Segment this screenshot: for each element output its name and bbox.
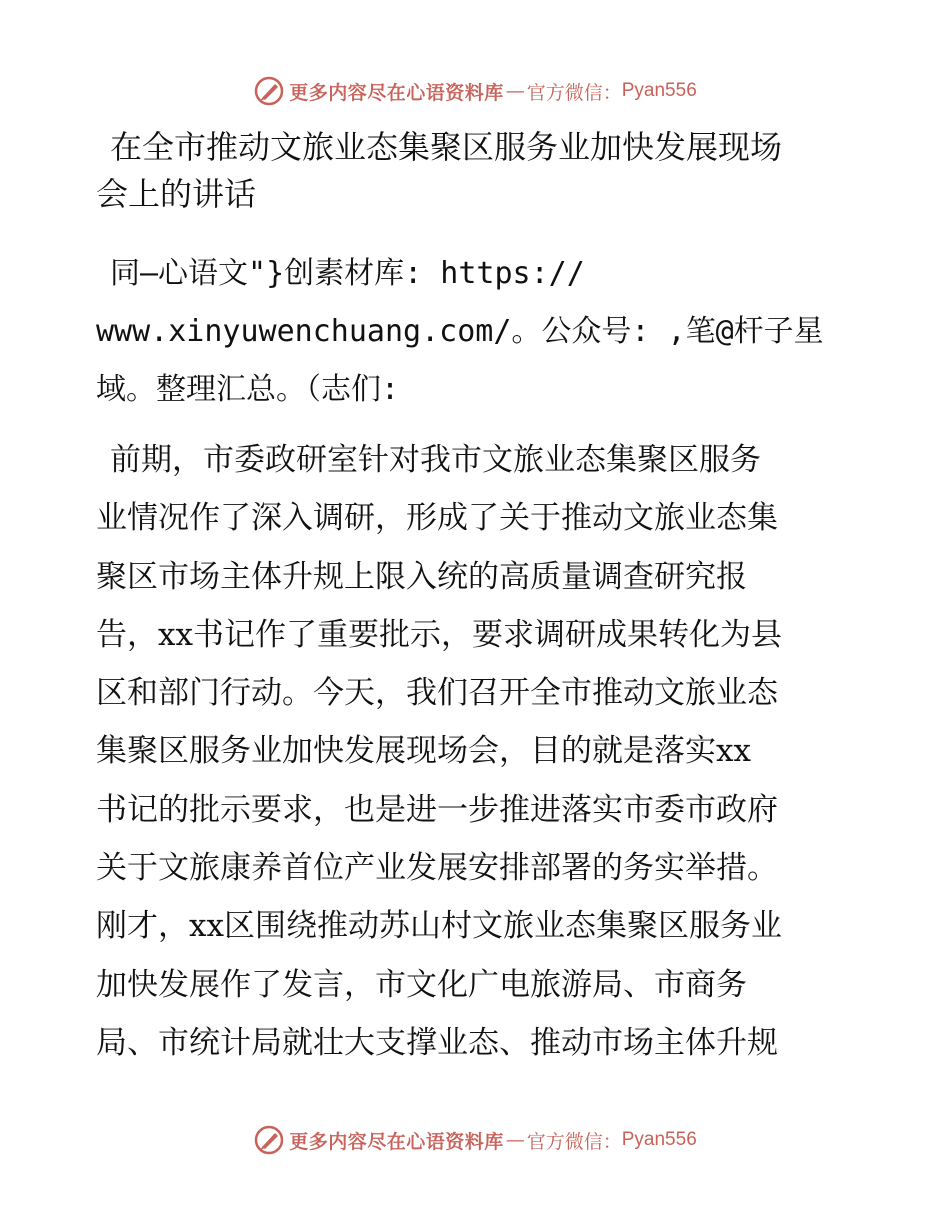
source-note (96, 245, 856, 419)
footer-banner (0, 1120, 950, 1160)
banner-site-text: 更多内容尽在心语资料库 (289, 81, 504, 104)
banner-wechat-id: Pyan556 (621, 80, 697, 101)
meta-line: www.xinyuwenchuang.com/。公众号: ,笔@杆子星 (96, 314, 824, 349)
title-line: 在全市推动文旅业态集聚区服务业加快发展现场 (110, 128, 783, 166)
body-line: 刚才，xx区围绕推动苏山村文旅业态集聚区服务业 (96, 908, 782, 945)
body-line: 集聚区服务业加快发展现场会，目的就是落实xx (96, 733, 751, 770)
title-line: 会上的讲话 (96, 175, 257, 213)
banner-wechat-id: Pyan556 (621, 1129, 697, 1150)
body-line: 书记的批示要求，也是进一步推进落实市委市政府 (96, 791, 778, 828)
body-line: 关于文旅康养首位产业发展安排部署的务实举措。 (96, 850, 778, 887)
banner-wechat-label: 官方微信： (526, 81, 622, 104)
document-title (96, 124, 856, 218)
pen-logo-icon (253, 1124, 285, 1156)
banner-dash: — (505, 1129, 525, 1151)
banner-site-text: 更多内容尽在心语资料库 (289, 1130, 504, 1153)
body-line: 告，xx书记作了重要批示，要求调研成果转化为县 (96, 616, 782, 653)
body-line: 前期，市委政研室针对我市文旅业态集聚区服务 (110, 442, 761, 478)
body-line: 加快发展作了发言，市文化广电旅游局、市商务 (96, 966, 747, 1003)
document-content (96, 124, 856, 1072)
body-line: 区和部门行动。今天，我们召开全市推动文旅业态 (96, 675, 778, 712)
header-banner (0, 71, 950, 111)
meta-line: 域。整理汇总。（志们: (96, 372, 400, 407)
body-paragraph (96, 431, 856, 1072)
meta-line: 同—心语文"}创素材库: https:// (110, 256, 585, 291)
pen-logo-icon (253, 75, 285, 107)
banner-wechat-label: 官方微信： (526, 1130, 622, 1153)
body-line: 聚区市场主体升规上限入统的高质量调查研究报 (96, 558, 747, 595)
body-line: 局、市统计局就壮大支撑业态、推动市场主体升规 (96, 1024, 778, 1061)
banner-dash: — (505, 80, 525, 102)
body-line: 业情况作了深入调研，形成了关于推动文旅业态集 (96, 500, 778, 537)
